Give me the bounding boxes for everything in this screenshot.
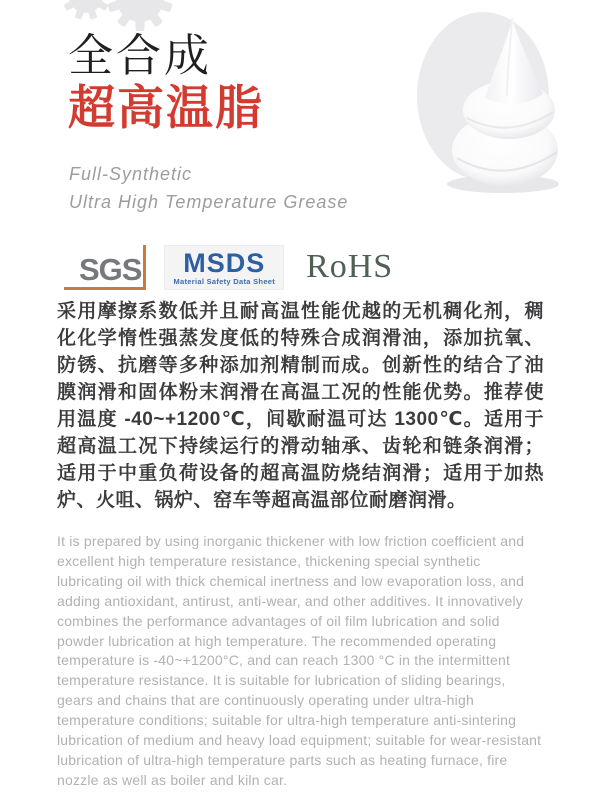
title-zh-line2: 超高温脂 (68, 81, 264, 134)
msds-logo-sublabel: Material Safety Data Sheet (173, 276, 276, 286)
msds-logo (164, 245, 284, 290)
subtitle-en-line2: Ultra High Temperature Grease (69, 192, 349, 212)
rohs-logo (306, 248, 393, 286)
description-chinese: 采用摩擦系数低并且耐高温性能优越的无机稠化剂，稠化化学惰性强蒸发度低的特殊合成润滑油，添加抗氧、防锈、抗磨等多种添加剂精制而成。创新性的结合了油膜润滑和固体粉末润滑在高温工况的性能优势。推荐使用温度 -40~+1200℃，间歇耐温可达 1300℃。适用于超高温工况下持续运行的滑动轴承、齿轮和链条润滑；适用于中重负荷设备的超高温防烧结润滑；适用于加热炉、火咀、锅炉、窑车等超高温部位耐磨润滑。 (57, 301, 544, 511)
description-english: It is prepared by using inorganic thickener with low friction coefficient and excellent high temperature resistance, thickening special synthetic lubricating oil with thick chemical inertness and low evaporation loss, and adding antioxidant, antirust, anti-wear, and other additives. It innovatively combines the performance advantages of oil film lubrication and solid powder lubrication at high temperature. The recommended operating temperature is -40~+1200°C, and can reach 1300 °C in the intermittent temperature resistance. It is suitable for lubrication of sliding bearings, gears and chains that are continuously operating under ultra-high temperature conditions; suitable for ultra-high temperature anti-sintering lubrication of medium and heavy load equipment; suitable for wear-resistant lubrication of ultra-high temperature parts such as heating furnace, fire nozzle as well as boiler and kiln car. (57, 533, 542, 788)
subtitle-en-line1: Full-Synthetic (69, 164, 193, 184)
page-title (68, 30, 264, 134)
title-zh-line1: 全合成 (68, 30, 213, 81)
subtitle-en (69, 160, 348, 216)
certification-logos (64, 241, 404, 293)
msds-logo-label: MSDS (183, 247, 266, 278)
rohs-logo-label: RoHS (306, 248, 394, 285)
grease-dollop-image (395, 0, 600, 235)
sgs-logo (64, 245, 146, 290)
sgs-logo-label: SGS (79, 251, 142, 287)
